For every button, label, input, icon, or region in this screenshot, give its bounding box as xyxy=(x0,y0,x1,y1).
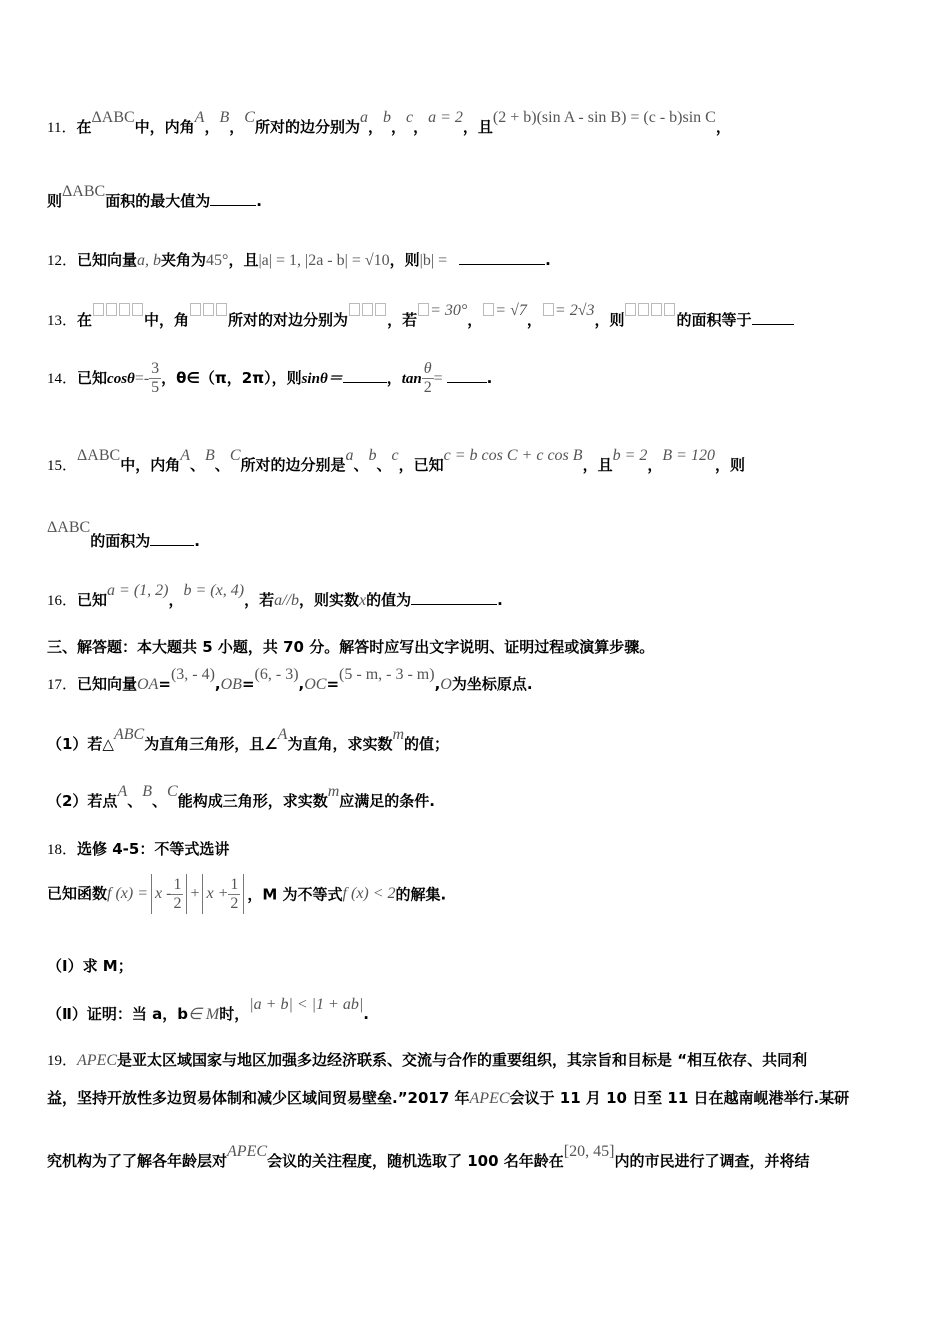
math-expr: b = 2 xyxy=(612,447,648,464)
text: ， xyxy=(204,118,220,136)
text: 是亚太区域国家与地区加强多边经济联系、交流与合作的重要组织，其宗旨和目标是 “相互依存、共同利 xyxy=(117,1051,808,1069)
text: 、 xyxy=(214,456,230,474)
math-expr: cosθ xyxy=(107,371,135,387)
text: ，则 xyxy=(594,311,625,329)
text: 、 xyxy=(376,456,392,474)
text: 在 xyxy=(76,118,92,136)
math-expr: =- xyxy=(134,370,150,387)
text: . xyxy=(497,591,503,609)
math-expr: (2 + b)(sin A - sin B) = (c - b)sin C xyxy=(492,109,716,126)
question-16 xyxy=(47,582,503,610)
question-18-part1 xyxy=(47,955,133,976)
text: . xyxy=(486,369,493,387)
text: 选修 4-5：不等式选讲 xyxy=(77,840,230,858)
question-14 xyxy=(47,360,492,397)
text: . xyxy=(256,192,262,210)
text: 则 xyxy=(47,192,63,210)
math-var: c xyxy=(405,109,414,126)
answer-blank xyxy=(459,263,545,265)
math-expr: (3, - 4) xyxy=(170,666,215,683)
text: ， xyxy=(715,118,731,136)
question-number: 16． xyxy=(47,593,78,609)
math-expr: (5 - m, - 3 - m) xyxy=(339,666,435,683)
missing-glyph xyxy=(624,301,676,319)
question-12 xyxy=(47,249,551,270)
text: 能构成三角形，求实数 xyxy=(177,792,328,810)
text: 的值； xyxy=(404,735,450,753)
section-title: 三、解答题：本大题共 5 小题，共 70 分。解答时应写出文字说明、证明过程或演算步骤。 xyxy=(47,638,655,656)
text: 为直角三角形，且∠ xyxy=(144,735,278,753)
math-expr: (6, - 3) xyxy=(254,666,299,683)
math-var: a xyxy=(359,109,368,126)
question-17-part2 xyxy=(47,783,435,811)
text: . xyxy=(194,532,200,550)
text: = xyxy=(158,675,171,693)
fraction xyxy=(228,876,240,913)
text: ，θ∈（π，2π），则 xyxy=(161,369,302,387)
math-vector: OB xyxy=(220,676,242,693)
question-number: 14． xyxy=(47,371,78,387)
text: . xyxy=(363,1005,369,1023)
math-var: c xyxy=(391,447,399,464)
answer-blank xyxy=(150,544,194,546)
math-text: APEC xyxy=(469,1090,510,1107)
text: ， xyxy=(168,591,184,609)
text: ， xyxy=(386,369,402,387)
text: , xyxy=(298,675,305,693)
math-triangle: ΔABC xyxy=(47,519,91,536)
question-18-part2 xyxy=(47,996,369,1024)
question-number: 19． xyxy=(47,1053,78,1069)
math-text: APEC xyxy=(227,1143,268,1160)
math-var: a, b xyxy=(137,252,162,269)
denominator: 2 xyxy=(173,894,182,912)
math-var: B xyxy=(142,783,153,800)
math-var: A xyxy=(180,447,190,464)
text: ，且 xyxy=(228,251,259,269)
text: = xyxy=(326,675,340,693)
math-var: A xyxy=(277,726,288,743)
text: 已知 xyxy=(77,369,108,387)
math-expr: = 2√3 xyxy=(554,302,595,319)
text: ，则实数 xyxy=(298,591,359,609)
missing-glyph xyxy=(417,301,430,319)
math-expr: a = (1, 2) xyxy=(107,582,169,599)
question-17 xyxy=(47,666,533,694)
math-var: B xyxy=(219,109,230,126)
math-expr: f (x) = xyxy=(107,885,149,902)
denominator: 2 xyxy=(423,379,432,396)
missing-glyph xyxy=(482,301,495,319)
math-expr: a//b xyxy=(274,592,299,609)
text: 的解集. xyxy=(395,885,447,904)
fraction xyxy=(422,360,434,397)
math-expr: B = 120 xyxy=(662,447,715,464)
text: 的面积等于 xyxy=(676,311,752,329)
text: 、 xyxy=(353,456,369,474)
math-var: b xyxy=(382,109,391,126)
text: 中，内角 xyxy=(120,456,181,474)
math-expr: [20, 45] xyxy=(563,1143,615,1160)
text: , xyxy=(214,675,221,693)
math-expr: 45° xyxy=(206,252,229,269)
text: ， xyxy=(390,118,406,136)
text: 内的市民进行了调查，并将结 xyxy=(614,1152,810,1170)
question-18 xyxy=(47,838,229,859)
text: （1）若△ xyxy=(47,735,114,753)
text: （2）若点 xyxy=(47,792,118,810)
text: 已知函数 xyxy=(47,884,108,903)
text: ， xyxy=(367,118,383,136)
question-19 xyxy=(47,1049,807,1070)
math-expr: |a + b| < |1 + ab| xyxy=(249,996,364,1013)
missing-glyph xyxy=(542,301,555,319)
question-11 xyxy=(47,109,731,137)
answer-blank xyxy=(343,381,387,383)
text: ， xyxy=(467,311,483,329)
text: 会议的关注程度，随机选取了 100 名年龄在 xyxy=(267,1152,564,1170)
text: 应满足的条件. xyxy=(339,792,435,810)
math-var: O xyxy=(440,676,452,693)
math-expr: |a| = 1, |2a - b| = √10 xyxy=(258,252,390,269)
math-expr: c = b cos C + c cos B xyxy=(443,447,583,464)
math-var: C xyxy=(167,783,178,800)
question-number: 12． xyxy=(47,253,78,269)
text: 中，角 xyxy=(144,311,190,329)
math-var: m xyxy=(327,783,340,800)
numerator: 1 xyxy=(230,875,239,893)
math-var: a xyxy=(345,447,354,464)
math-expr: tan xyxy=(401,371,422,387)
answer-blank xyxy=(752,323,794,325)
text: 所对的边分别是 xyxy=(240,456,346,474)
question-15 xyxy=(47,447,745,475)
math-expr: |b| = xyxy=(419,252,448,269)
math-var: b xyxy=(368,447,377,464)
math-var: x xyxy=(358,592,367,609)
missing-glyph xyxy=(189,301,228,319)
math-text: APEC xyxy=(77,1052,118,1069)
text: , xyxy=(434,675,441,693)
text: ， xyxy=(229,118,245,136)
math-var: m xyxy=(392,726,405,743)
denominator: 2 xyxy=(230,894,239,912)
math-expr: + xyxy=(190,885,200,902)
math-var: ABC xyxy=(113,726,145,743)
text: 的面积为 xyxy=(90,532,151,550)
text: . xyxy=(545,251,551,269)
question-18-statement xyxy=(47,874,446,914)
math-expr: b = (x, 4) xyxy=(183,582,245,599)
text: 已知 xyxy=(77,591,108,609)
abs-bar xyxy=(202,874,203,914)
text: ，则 xyxy=(714,456,745,474)
question-number: 11． xyxy=(47,120,77,136)
question-number: 18． xyxy=(47,842,78,858)
text: 为直角，求实数 xyxy=(287,735,393,753)
text: 已知向量 xyxy=(77,251,138,269)
math-vector: OA xyxy=(137,676,159,693)
text: 在 xyxy=(77,311,93,329)
math-expr: x - xyxy=(155,885,172,902)
numerator: θ xyxy=(423,360,432,377)
text: 时， xyxy=(219,1005,250,1023)
math-triangle: ΔABC xyxy=(77,447,121,464)
question-11-line2 xyxy=(47,183,262,211)
text: 益，坚持开放性多边贸易体制和减少区域间贸易壁垒.”2017 年 xyxy=(47,1089,470,1107)
math-expr: f (x) < 2 xyxy=(342,885,396,902)
answer-blank xyxy=(447,381,487,383)
math-var: B xyxy=(205,447,215,464)
math-var: A xyxy=(194,109,205,126)
answer-blank xyxy=(210,204,256,206)
math-var: C xyxy=(229,447,241,464)
fraction xyxy=(171,876,183,913)
question-19-line3 xyxy=(47,1143,810,1171)
text: ， xyxy=(526,311,542,329)
math-var: A xyxy=(117,783,128,800)
question-15-line2 xyxy=(47,519,200,551)
fraction xyxy=(149,360,161,397)
abs-bar xyxy=(151,874,152,914)
numerator: 1 xyxy=(173,875,182,893)
text: 、 xyxy=(152,792,168,810)
text: 夹角为 xyxy=(161,251,207,269)
text: ，若 xyxy=(244,591,275,609)
text: 面积的最大值为 xyxy=(105,192,211,210)
text: ，且 xyxy=(462,118,493,136)
math-expr: ∈ M xyxy=(187,1006,220,1023)
math-expr: a = 2 xyxy=(428,109,463,126)
text: 为坐标原点. xyxy=(451,675,533,693)
text: 中，内角 xyxy=(134,118,195,136)
text: 已知向量 xyxy=(77,675,138,693)
text: ，则 xyxy=(389,251,420,269)
missing-glyph xyxy=(348,301,387,319)
math-var: C xyxy=(244,109,255,126)
text: ，若 xyxy=(387,311,418,329)
math-expr: x + xyxy=(206,885,229,902)
text: ， xyxy=(647,456,663,474)
question-13 xyxy=(47,302,794,330)
question-19-line2 xyxy=(47,1087,849,1108)
math-triangle: ΔABC xyxy=(91,109,135,126)
math-expr: = √7 xyxy=(495,302,527,319)
question-number: 13． xyxy=(47,313,78,329)
text: 、 xyxy=(190,456,206,474)
text: = xyxy=(241,675,255,693)
text: 的值为 xyxy=(366,591,412,609)
text: 所对的对边分别为 xyxy=(228,311,349,329)
numerator: 3 xyxy=(151,360,160,377)
question-number: 15． xyxy=(47,458,78,474)
text: ，且 xyxy=(582,456,613,474)
math-triangle: ΔABC xyxy=(62,183,106,200)
denominator: 5 xyxy=(151,379,160,396)
abs-bar xyxy=(243,874,244,914)
answer-blank xyxy=(411,603,497,605)
math-expr: = 30° xyxy=(430,302,468,319)
text: （Ⅱ）证明：当 a，b xyxy=(47,1005,188,1023)
abs-bar xyxy=(186,874,187,914)
text: 所对的边分别为 xyxy=(254,118,360,136)
text: （Ⅰ）求 M； xyxy=(47,957,133,975)
text: ，已知 xyxy=(398,456,444,474)
section-heading xyxy=(47,636,654,657)
missing-glyph xyxy=(92,301,144,319)
math-expr: = xyxy=(433,370,443,387)
text: ，M 为不等式 xyxy=(247,885,343,904)
question-17-part1 xyxy=(47,726,450,754)
text: ， xyxy=(413,118,429,136)
question-number: 17． xyxy=(47,677,78,693)
math-expr: sinθ＝ xyxy=(301,371,343,387)
text: 究机构为了了解各年龄层对 xyxy=(47,1152,228,1170)
math-vector: OC xyxy=(304,676,327,693)
text: 、 xyxy=(127,792,143,810)
text: 会议于 11 月 10 日至 11 日在越南岘港举行.某研 xyxy=(509,1089,850,1107)
